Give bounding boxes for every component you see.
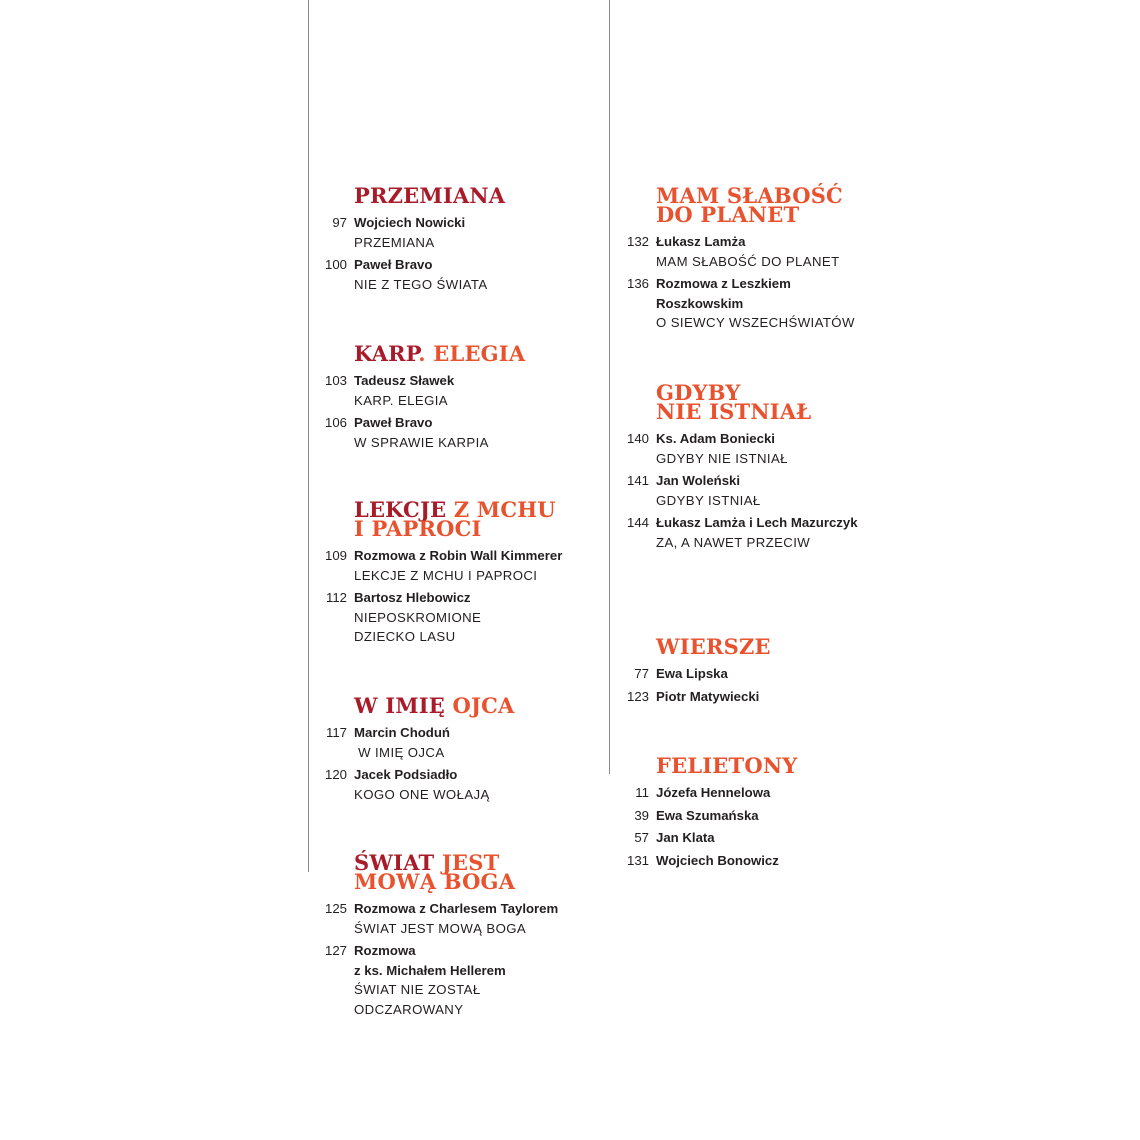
section-title (610, 183, 855, 227)
toc-entry-ukasz-lamza[interactable] (610, 232, 855, 271)
toc-entry-jan-klata[interactable] (610, 828, 797, 848)
toc-entry-jacek-podsiad-o[interactable] (308, 765, 515, 804)
section-title-part2: Z MCHU I PAPROCI (354, 497, 556, 541)
toc-entry-rozmowa-z-ks-micha-em-hellerem[interactable] (308, 941, 558, 1019)
page-number: 11 (635, 785, 649, 800)
page-number: 120 (324, 767, 347, 782)
page-number: 127 (324, 943, 347, 958)
toc-entry-ewa-lipska[interactable] (610, 664, 771, 684)
page-number: 57 (634, 830, 649, 845)
entry-author: Marcin Choduń (354, 725, 450, 740)
section-title (308, 497, 562, 541)
toc-entry-pawe-bravo[interactable] (308, 255, 505, 294)
page-number: 132 (626, 234, 649, 249)
entry-title: KARP. ELEGIA (354, 392, 448, 408)
toc-entry-wojciech-bonowicz[interactable] (610, 851, 797, 871)
entry-author: Jan Woleński (656, 473, 741, 488)
section-title (308, 693, 515, 718)
toc-entry-piotr-matywiecki[interactable] (610, 687, 771, 707)
section-title-part2: JEST MOWĄ BOGA (354, 850, 516, 894)
toc-entry-tadeusz-s-awek[interactable] (308, 371, 525, 410)
entry-title: PRZEMIANA (354, 234, 435, 250)
section-title-part1: KARP (354, 341, 419, 366)
section-title (610, 380, 858, 424)
toc-entry-ukasz-lamza-i-lech-mazurczyk[interactable] (610, 513, 858, 552)
toc-section (308, 183, 506, 297)
section-title-part2: OJCA (452, 693, 515, 718)
toc-entry-rozmowa-z-leszkiem-roszkowskim[interactable] (610, 274, 855, 333)
entry-title: NIEPOSKROMIONE DZIECKO LASU (354, 609, 482, 644)
entry-author: Tadeusz Sławek (354, 373, 455, 388)
toc-entry-ewa-szumanska[interactable] (610, 806, 797, 826)
page-number: 77 (634, 666, 649, 681)
page-number: 141 (626, 473, 649, 488)
toc-entry-jozefa-hennelowa[interactable] (610, 783, 797, 803)
page-number: 140 (626, 431, 649, 446)
entry-title: O SIEWCY WSZECHŚWIATÓW (656, 315, 855, 330)
section-title (610, 753, 798, 778)
toc-entry-wojciech-nowicki[interactable] (308, 213, 505, 252)
entry-author: Jacek Podsiadło (354, 767, 458, 782)
page-number: 131 (626, 852, 649, 868)
entry-author: Jan Klata (656, 830, 715, 845)
entry-author: Józefa Hennelowa (656, 785, 771, 800)
entry-title: ŚWIAT NIE ZOSTAŁ ODCZAROWANY (354, 982, 481, 1017)
toc-section (308, 341, 526, 455)
page-number: 97 (332, 215, 347, 230)
page-number: 117 (325, 725, 347, 740)
page-number: 109 (324, 548, 347, 563)
page-number: 100 (324, 257, 347, 272)
section-title-part1: LEKCJE (354, 497, 454, 522)
entry-title: NIE Z TEGO ŚWIATA (354, 276, 488, 292)
entry-title: GDYBY ISTNIAŁ (656, 492, 761, 508)
page-number: 125 (324, 901, 347, 916)
entry-title: KOGO ONE WOŁAJĄ (354, 786, 490, 802)
page-number: 106 (324, 415, 347, 430)
entry-author: Rozmowa z Charlesem Taylorem (354, 901, 559, 916)
entry-author: Ewa Lipska (656, 666, 728, 681)
toc-right-column (610, 0, 940, 1140)
entry-author: Paweł Bravo (354, 415, 433, 430)
toc-entry-rozmowa-z-charlesem-taylorem[interactable] (308, 899, 558, 938)
toc-entry-ks-adam-boniecki[interactable] (610, 429, 858, 468)
section-title (308, 341, 526, 366)
entry-title: LEKCJE Z MCHU I PAPROCI (354, 567, 538, 583)
entry-title: W SPRAWIE KARPIA (354, 434, 489, 450)
section-title-part1: MAM SŁABOŚĆ DO PLANET (656, 183, 843, 227)
entry-author: Łukasz Lamża (656, 234, 746, 249)
toc-left-column (308, 0, 608, 1140)
entry-title: GDYBY NIE ISTNIAŁ (656, 450, 788, 466)
page-number: 112 (325, 590, 347, 605)
entry-author: Rozmowa z Leszkiem Roszkowskim (656, 276, 791, 311)
toc-section (610, 380, 858, 555)
entry-author: Ewa Szumańska (656, 807, 759, 823)
entry-author: Wojciech Nowicki (354, 215, 466, 230)
section-title-part1: WIERSZE (656, 634, 771, 659)
section-title-part1: PRZEMIANA (354, 183, 506, 208)
entry-title: W IMIĘ OJCA (354, 744, 445, 760)
entry-author: Wojciech Bonowicz (656, 852, 779, 868)
toc-entry-pawe-bravo[interactable] (308, 413, 525, 452)
toc-section (610, 634, 771, 709)
entry-author: Łukasz Lamża i Lech Mazurczyk (656, 515, 858, 530)
entry-author: Rozmowa z ks. Michałem Hellerem (354, 943, 506, 978)
entry-author: Paweł Bravo (354, 257, 433, 272)
section-title-part1: ŚWIAT (354, 850, 442, 875)
section-title (610, 634, 771, 659)
entry-title: ŚWIAT JEST MOWĄ BOGA (354, 920, 527, 936)
toc-entry-marcin-chodun[interactable] (308, 723, 515, 762)
toc-entry-rozmowa-z-robin-wall-kimmerer[interactable] (308, 546, 562, 585)
entry-title: ZA, A NAWET PRZECIW (656, 534, 811, 550)
toc-section (610, 183, 855, 336)
entry-author: Bartosz Hlebowicz (354, 590, 471, 605)
page-number: 144 (626, 515, 649, 530)
section-title-part1: W IMIĘ (354, 693, 453, 718)
entry-author: Piotr Matywiecki (656, 688, 760, 704)
toc-section (610, 753, 798, 873)
page-number: 123 (626, 688, 649, 704)
section-title-part1: GDYBY NIE ISTNIAŁ (656, 380, 812, 424)
toc-section (308, 850, 559, 1022)
page-number: 136 (626, 276, 649, 291)
toc-entry-jan-wolenski[interactable] (610, 471, 858, 510)
section-title (308, 183, 506, 208)
entry-author: Rozmowa z Robin Wall Kimmerer (354, 548, 563, 563)
toc-section (308, 497, 563, 650)
section-title-part1: FELIETONY (656, 753, 798, 778)
entry-author: Ks. Adam Boniecki (656, 431, 775, 446)
section-title-part2: . ELEGIA (418, 341, 526, 366)
toc-entry-bartosz-hlebowicz[interactable] (308, 588, 562, 647)
page-number: 103 (324, 373, 347, 388)
page-number: 39 (634, 807, 649, 823)
toc-section (308, 693, 515, 807)
entry-title: MAM SŁABOŚĆ DO PLANET (656, 253, 840, 269)
section-title (308, 850, 558, 894)
